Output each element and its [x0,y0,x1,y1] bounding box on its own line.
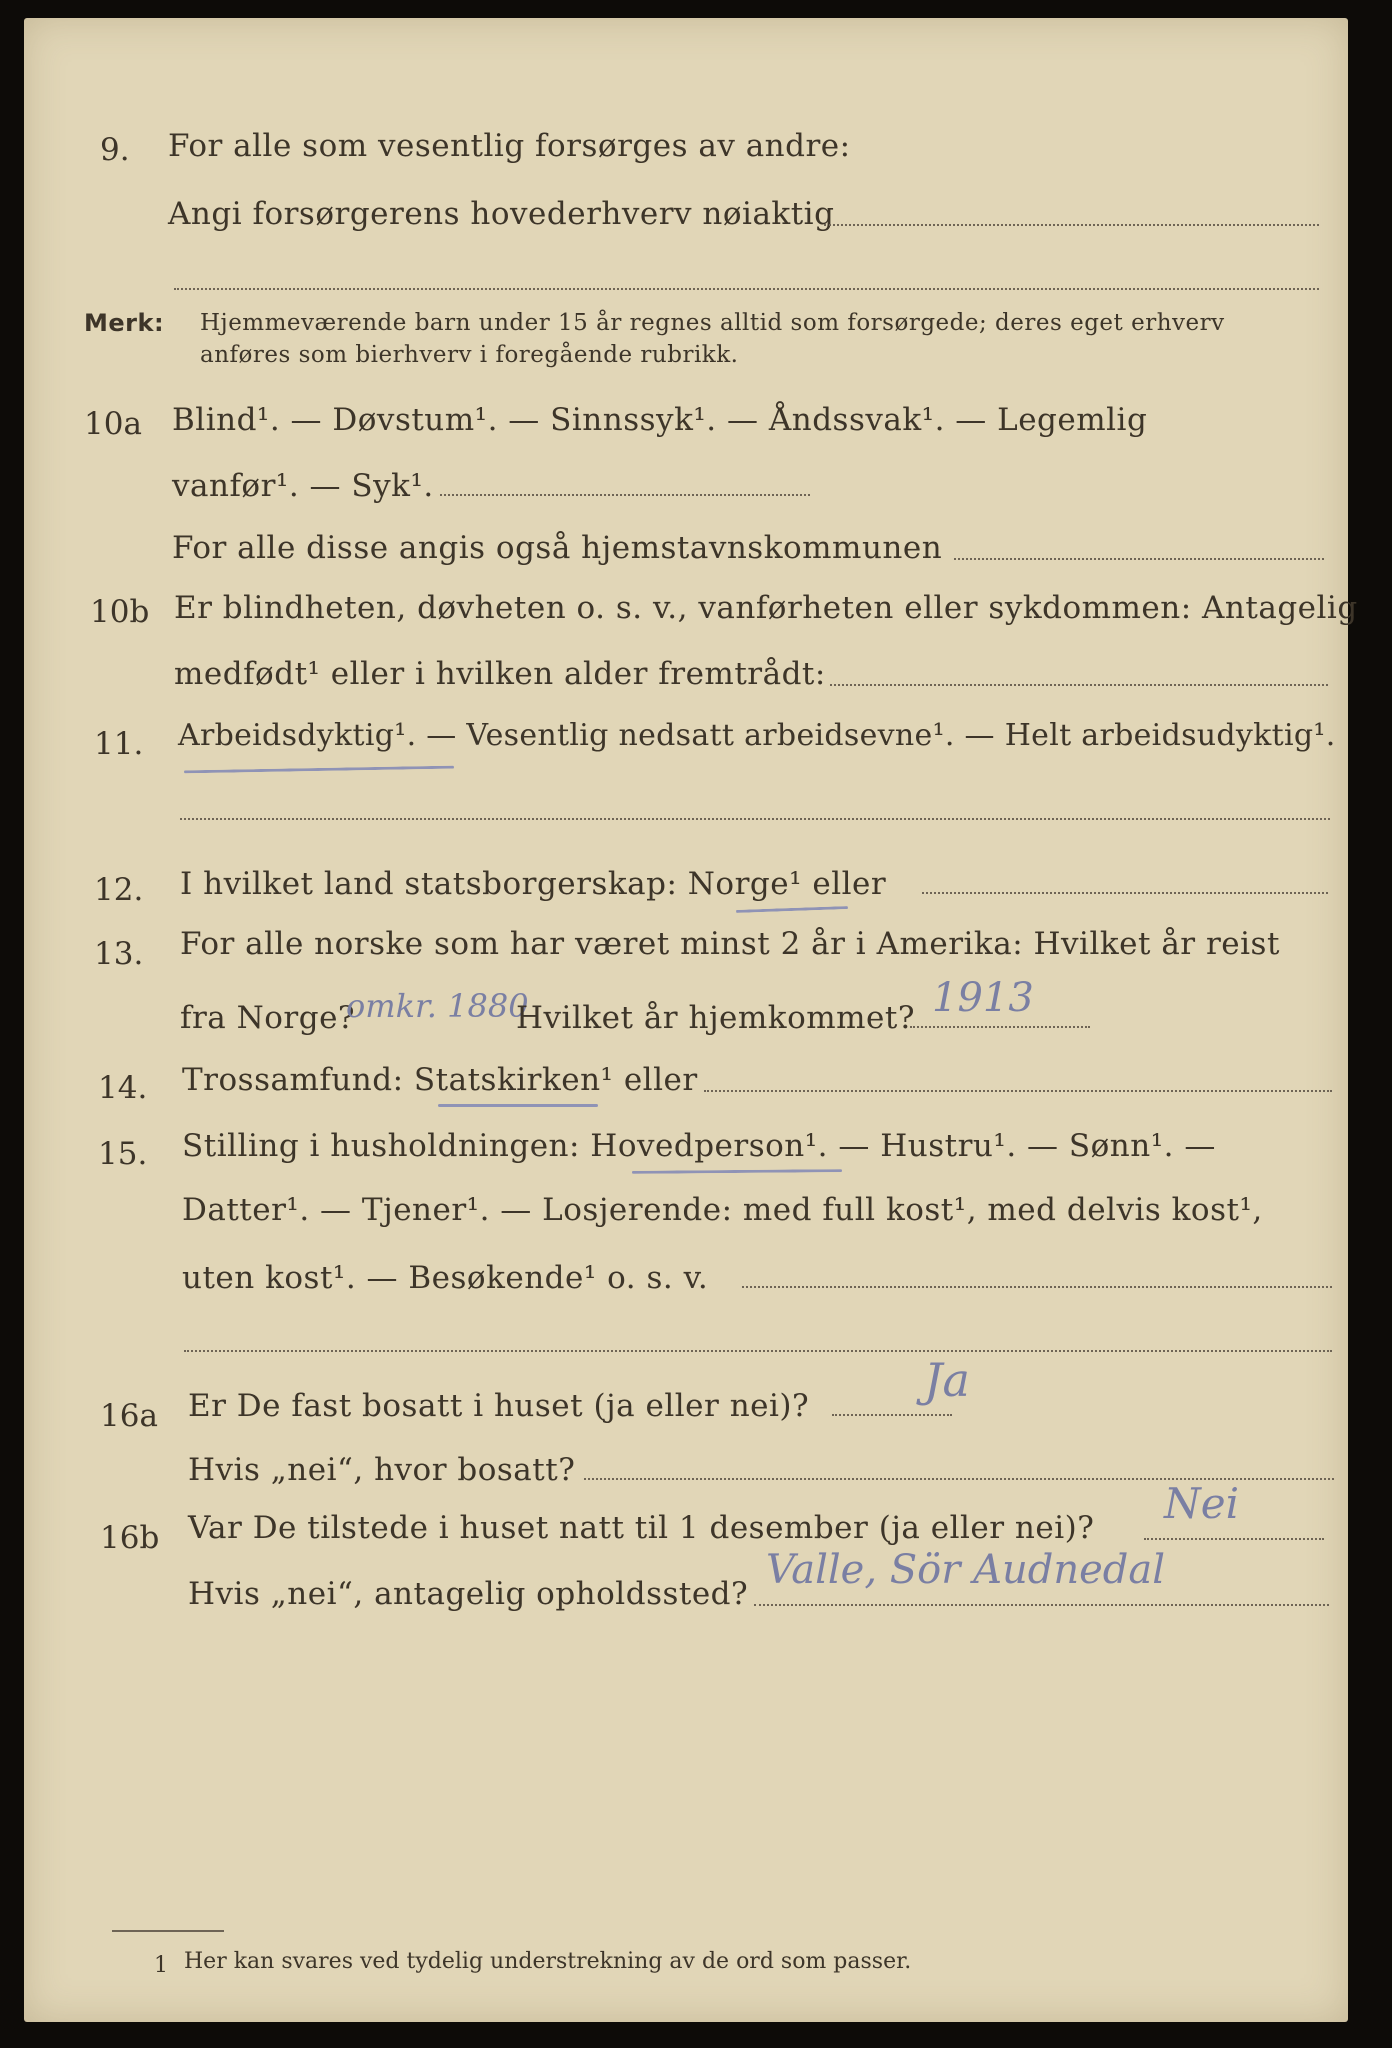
question-9-number: 9. [100,132,130,168]
question-13-number: 13. [94,936,144,972]
question-14-text: Trossamfund: Statskirken¹ eller [182,1062,698,1098]
question-13-departure-label: fra Norge? [180,1000,356,1036]
question-16b-number: 16b [100,1520,160,1556]
merk-text-line-1: Hjemmeværende barn under 15 år regnes alltid som forsørgede; deres eget erhverv [200,310,1225,336]
question-10b-text: Er blindheten, døvheten o. s. v., vanførheten eller sykdommen: Antagelig [174,590,1358,626]
question-12-answer-line[interactable] [922,892,1328,894]
question-16a-answer: Ja [924,1353,970,1407]
question-10a-text-2: vanfør¹. — Syk¹. [172,468,434,504]
merk-text-line-2: anføres som bierhverv i foregående rubrikk. [200,342,739,368]
footnote-rule [112,1930,224,1932]
question-10a-hometown-label: For alle disse angis også hjemstavnskommunen [172,530,943,566]
question-10b-text-2: medfødt¹ eller i hvilken alder fremtrådt: [174,656,826,692]
question-9-answer-line[interactable] [824,224,1319,226]
question-9-answer-line-2[interactable] [174,288,1319,290]
question-14-answer-line[interactable] [704,1090,1332,1092]
question-15-answer-line-2[interactable] [184,1350,1332,1352]
question-16b-location-label: Hvis „nei“, antagelig opholdssted? [188,1576,749,1612]
question-13-return-label: Hvilket år hjemkommet? [516,1000,915,1036]
question-9-text: For alle som vesentlig forsørges av andre: [168,128,851,164]
question-13-return-answer: 1913 [932,975,1034,1021]
question-15-text-3: uten kost¹. — Besøkende¹ o. s. v. [182,1260,709,1296]
question-13-text: For alle norske som har været minst 2 år i Amerika: Hvilket år reist [180,926,1280,962]
question-16b-text: Var De tilstede i huset natt til 1 desember (ja eller nei)? [188,1510,1095,1546]
question-10a-answer-line[interactable] [440,494,810,496]
question-12-text: I hvilket land statsborgerskap: Norge¹ eller [180,866,887,902]
question-16b-answer-line[interactable] [1144,1538,1324,1540]
question-15-number: 15. [98,1136,148,1172]
question-11-pencil-underline [184,766,454,774]
footnote-text: Her kan svares ved tydelig understrekning av de ord som passer. [184,1949,912,1974]
question-13-return-line[interactable] [910,1026,1090,1028]
question-10a-number: 10a [84,406,142,442]
question-15-text-2: Datter¹. — Tjener¹. — Losjerende: med full kost¹, med delvis kost¹, [182,1192,1263,1228]
question-11-answer-line[interactable] [180,818,1330,820]
question-11-number: 11. [94,726,144,762]
question-12-pencil-underline [736,906,848,913]
question-16b-location-answer: Valle, Sör Audnedal [766,1547,1166,1593]
question-14-number: 14. [98,1070,148,1106]
question-16a-text: Er De fast bosatt i huset (ja eller nei)? [188,1388,810,1424]
question-14-pencil-underline [438,1104,598,1107]
question-16a-number: 16a [100,1398,158,1434]
question-9-occupation-label: Angi forsørgerens hovederhverv nøiaktig [168,196,835,232]
question-10b-answer-line[interactable] [830,684,1328,686]
question-15-text: Stilling i husholdningen: Hovedperson¹. — Hustru¹. — Sønn¹. — [182,1128,1216,1164]
question-16a-where-label: Hvis „nei“, hvor bosatt? [188,1452,576,1488]
question-13-departure-answer: omkr. 1880 [346,987,529,1025]
question-10a-hometown-line[interactable] [954,558,1324,560]
question-16b-answer: Nei [1164,1479,1240,1528]
question-16b-location-line[interactable] [754,1604,1329,1606]
question-16a-answer-line[interactable] [832,1414,952,1416]
question-11-text: Arbeidsdyktig¹. — Vesentlig nedsatt arbeidsevne¹. — Helt arbeidsudyktig¹. [178,718,1336,753]
question-15-pencil-underline [632,1169,842,1174]
question-12-number: 12. [94,872,144,908]
merk-label: Merk: [84,309,165,337]
question-15-answer-line[interactable] [742,1286,1332,1288]
question-10b-number: 10b [90,594,150,630]
footnote-mark: 1 [154,1953,168,1978]
census-form-page [24,18,1358,2022]
question-10a-text: Blind¹. — Døvstum¹. — Sinnssyk¹. — Åndssvak¹. — Legemlig [172,402,1148,438]
